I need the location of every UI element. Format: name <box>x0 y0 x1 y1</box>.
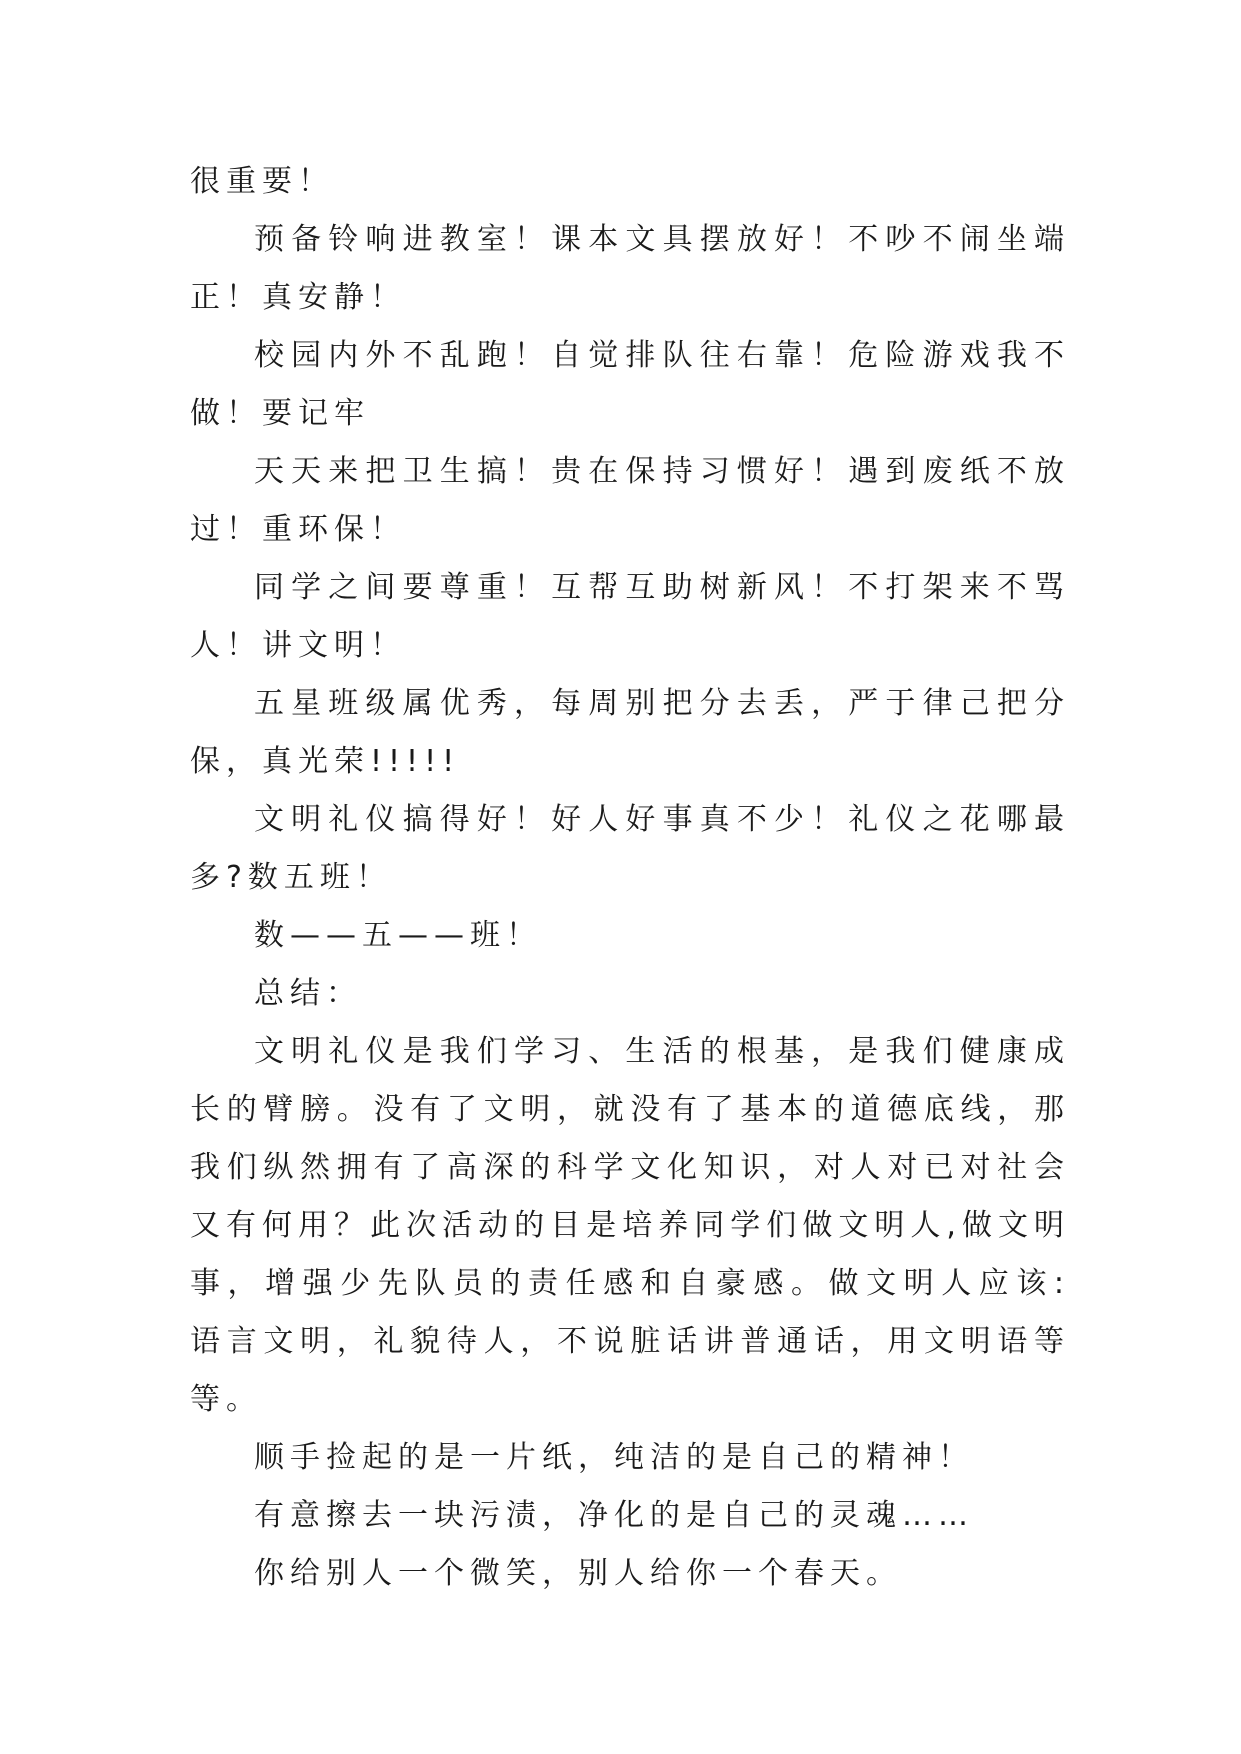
paragraph-etiquette: 文明礼仪搞得好！好人好事真不少！礼仪之花哪最多?数五班！ <box>190 802 1070 895</box>
paragraph-quote-paper: 顺手捡起的是一片纸，纯洁的是自己的精神！ <box>254 1440 974 1475</box>
paragraph-summary: 文明礼仪是我们学习、生活的根基，是我们健康成长的臂膀。没有了文明，就没有了基本的道德底线，那我们纵然拥有了高深的科学文化知识，对人对已对社会又有何用？此次活动的目是培养同学们做文明人,做文明事，增强少先队员的责任感和自豪感。做文明人应该:语言文明，礼貌待人，不说脏话讲普通话，用文明语等等。 <box>190 1034 1070 1417</box>
paragraph-classroom: 预备铃响进教室！课本文具摆放好！不吵不闹坐端正！真安静！ <box>190 222 1070 315</box>
paragraph-hygiene: 天天来把卫生搞！贵在保持习惯好！遇到废纸不放过！重环保！ <box>190 454 1070 547</box>
paragraph-five-star: 五星班级属优秀，每周别把分去丢，严于律己把分保，真光荣!!!!! <box>190 686 1070 779</box>
summary-heading: 总结： <box>254 976 362 1011</box>
document-body <box>190 153 1070 1603</box>
paragraph-respect: 同学之间要尊重！互帮互助树新风！不打架来不骂人！讲文明！ <box>190 570 1070 663</box>
paragraph-quote-smile: 你给别人一个微笑，别人给你一个春天。 <box>254 1556 902 1591</box>
paragraph-continuation: 很重要！ <box>190 164 334 199</box>
paragraph-campus: 校园内外不乱跑！自觉排队往右靠！危险游戏我不做！要记牢 <box>190 338 1070 431</box>
paragraph-chant: 数——五——班！ <box>254 918 542 953</box>
paragraph-quote-stain: 有意擦去一块污渍，净化的是自己的灵魂…… <box>254 1498 974 1533</box>
